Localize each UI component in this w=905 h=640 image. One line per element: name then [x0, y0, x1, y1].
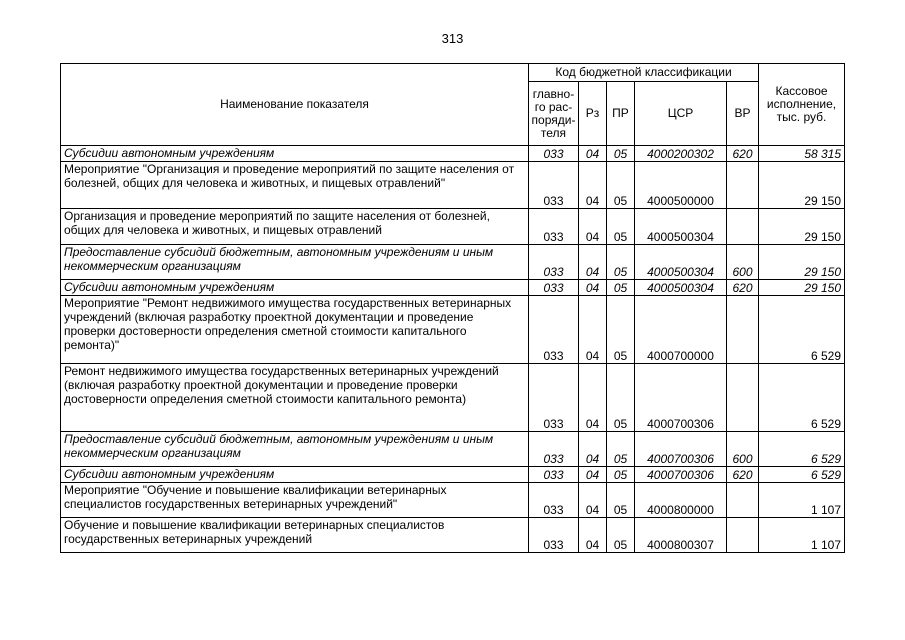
budget-execution-table	[60, 63, 845, 553]
row-name: Субсидии автономным учреждениям	[61, 280, 529, 296]
row-glavny-code: 033	[529, 245, 579, 280]
row-pr-code: 05	[607, 432, 635, 467]
row-amount: 6 529	[759, 364, 845, 432]
row-pr-code: 05	[607, 518, 635, 553]
row-vr-code: 600	[727, 245, 759, 280]
table-row	[61, 483, 845, 518]
table-row	[61, 364, 845, 432]
row-pr-code: 05	[607, 245, 635, 280]
table-row	[61, 146, 845, 162]
table-row	[61, 296, 845, 364]
row-csr-code: 4000800307	[635, 518, 727, 553]
row-csr-code: 4000700000	[635, 296, 727, 364]
row-vr-code: 600	[727, 432, 759, 467]
header-amount: Кассовое исполнение, тыс. руб.	[759, 64, 845, 146]
row-amount: 29 150	[759, 162, 845, 209]
row-rz-code: 04	[579, 162, 607, 209]
row-rz-code: 04	[579, 518, 607, 553]
row-name: Предоставление субсидий бюджетным, автономным учреждениям и иным некоммерческим организациям	[61, 432, 529, 467]
row-amount: 6 529	[759, 432, 845, 467]
table-row	[61, 162, 845, 209]
row-vr-code	[727, 518, 759, 553]
header-glavny: главно-го рас-поряди-теля	[529, 82, 579, 146]
row-name: Мероприятие "Организация и проведение мероприятий по защите населения от болезней, общих для человека и животных, и пищевых отравлений"	[61, 162, 529, 209]
row-rz-code: 04	[579, 296, 607, 364]
row-vr-code	[727, 296, 759, 364]
row-glavny-code: 033	[529, 364, 579, 432]
table-row	[61, 245, 845, 280]
header-vr: ВР	[727, 82, 759, 146]
row-amount: 29 150	[759, 245, 845, 280]
row-pr-code: 05	[607, 296, 635, 364]
page-number: 313	[441, 31, 464, 46]
row-csr-code: 4000700306	[635, 432, 727, 467]
row-rz-code: 04	[579, 209, 607, 245]
table-row	[61, 518, 845, 553]
row-name: Ремонт недвижимого имущества государственных ветеринарных учреждений (включая разработку проектной документации и проведение проверки достоверности определения сметной стоимости капитального ремонта)	[61, 364, 529, 432]
header-csr: ЦСР	[635, 82, 727, 146]
row-vr-code	[727, 483, 759, 518]
row-rz-code: 04	[579, 467, 607, 483]
row-glavny-code: 033	[529, 296, 579, 364]
row-glavny-code: 033	[529, 209, 579, 245]
row-rz-code: 04	[579, 483, 607, 518]
row-name: Мероприятие "Обучение и повышение квалификации ветеринарных специалистов государственных ветеринарных учреждений"	[61, 483, 529, 518]
row-pr-code: 05	[607, 364, 635, 432]
header-row-1	[61, 64, 845, 82]
row-amount: 29 150	[759, 209, 845, 245]
row-glavny-code: 033	[529, 483, 579, 518]
row-amount: 6 529	[759, 296, 845, 364]
row-csr-code: 4000800000	[635, 483, 727, 518]
row-pr-code: 05	[607, 483, 635, 518]
row-pr-code: 05	[607, 146, 635, 162]
row-rz-code: 04	[579, 280, 607, 296]
row-name: Субсидии автономным учреждениям	[61, 146, 529, 162]
row-csr-code: 4000700306	[635, 364, 727, 432]
row-glavny-code: 033	[529, 146, 579, 162]
row-csr-code: 4000700306	[635, 467, 727, 483]
row-pr-code: 05	[607, 467, 635, 483]
row-pr-code: 05	[607, 209, 635, 245]
table-row	[61, 432, 845, 467]
table-body	[61, 146, 845, 553]
row-name: Субсидии автономным учреждениям	[61, 467, 529, 483]
row-amount: 6 529	[759, 467, 845, 483]
table-row	[61, 280, 845, 296]
row-name: Мероприятие "Ремонт недвижимого имущества государственных ветеринарных учреждений (включая разработку проектной документации и проведение проверки достоверности определения сметной стоимости капитального ремонта)"	[61, 296, 529, 364]
row-csr-code: 4000200302	[635, 146, 727, 162]
row-name: Обучение и повышение квалификации ветеринарных специалистов государственных ветеринарных учреждений	[61, 518, 529, 553]
row-amount: 29 150	[759, 280, 845, 296]
row-pr-code: 05	[607, 280, 635, 296]
table-row	[61, 209, 845, 245]
row-csr-code: 4000500304	[635, 280, 727, 296]
row-vr-code	[727, 364, 759, 432]
row-vr-code: 620	[727, 280, 759, 296]
row-vr-code: 620	[727, 146, 759, 162]
row-rz-code: 04	[579, 432, 607, 467]
row-name: Предоставление субсидий бюджетным, автономным учреждениям и иным некоммерческим организациям	[61, 245, 529, 280]
table-row	[61, 467, 845, 483]
row-csr-code: 4000500304	[635, 245, 727, 280]
row-glavny-code: 033	[529, 280, 579, 296]
row-csr-code: 4000500304	[635, 209, 727, 245]
row-amount: 58 315	[759, 146, 845, 162]
header-name: Наименование показателя	[61, 64, 529, 146]
row-vr-code	[727, 162, 759, 209]
row-glavny-code: 033	[529, 518, 579, 553]
row-csr-code: 4000500000	[635, 162, 727, 209]
row-glavny-code: 033	[529, 467, 579, 483]
row-vr-code	[727, 209, 759, 245]
row-vr-code: 620	[727, 467, 759, 483]
row-amount: 1 107	[759, 518, 845, 553]
row-rz-code: 04	[579, 364, 607, 432]
row-rz-code: 04	[579, 146, 607, 162]
row-pr-code: 05	[607, 162, 635, 209]
header-kbk-group: Код бюджетной классификации	[529, 64, 759, 82]
header-pr: ПР	[607, 82, 635, 146]
row-glavny-code: 033	[529, 432, 579, 467]
row-name: Организация и проведение мероприятий по защите населения от болезней, общих для человека и животных, и пищевых отравлений	[61, 209, 529, 245]
row-glavny-code: 033	[529, 162, 579, 209]
header-rz: Рз	[579, 82, 607, 146]
row-rz-code: 04	[579, 245, 607, 280]
row-amount: 1 107	[759, 483, 845, 518]
